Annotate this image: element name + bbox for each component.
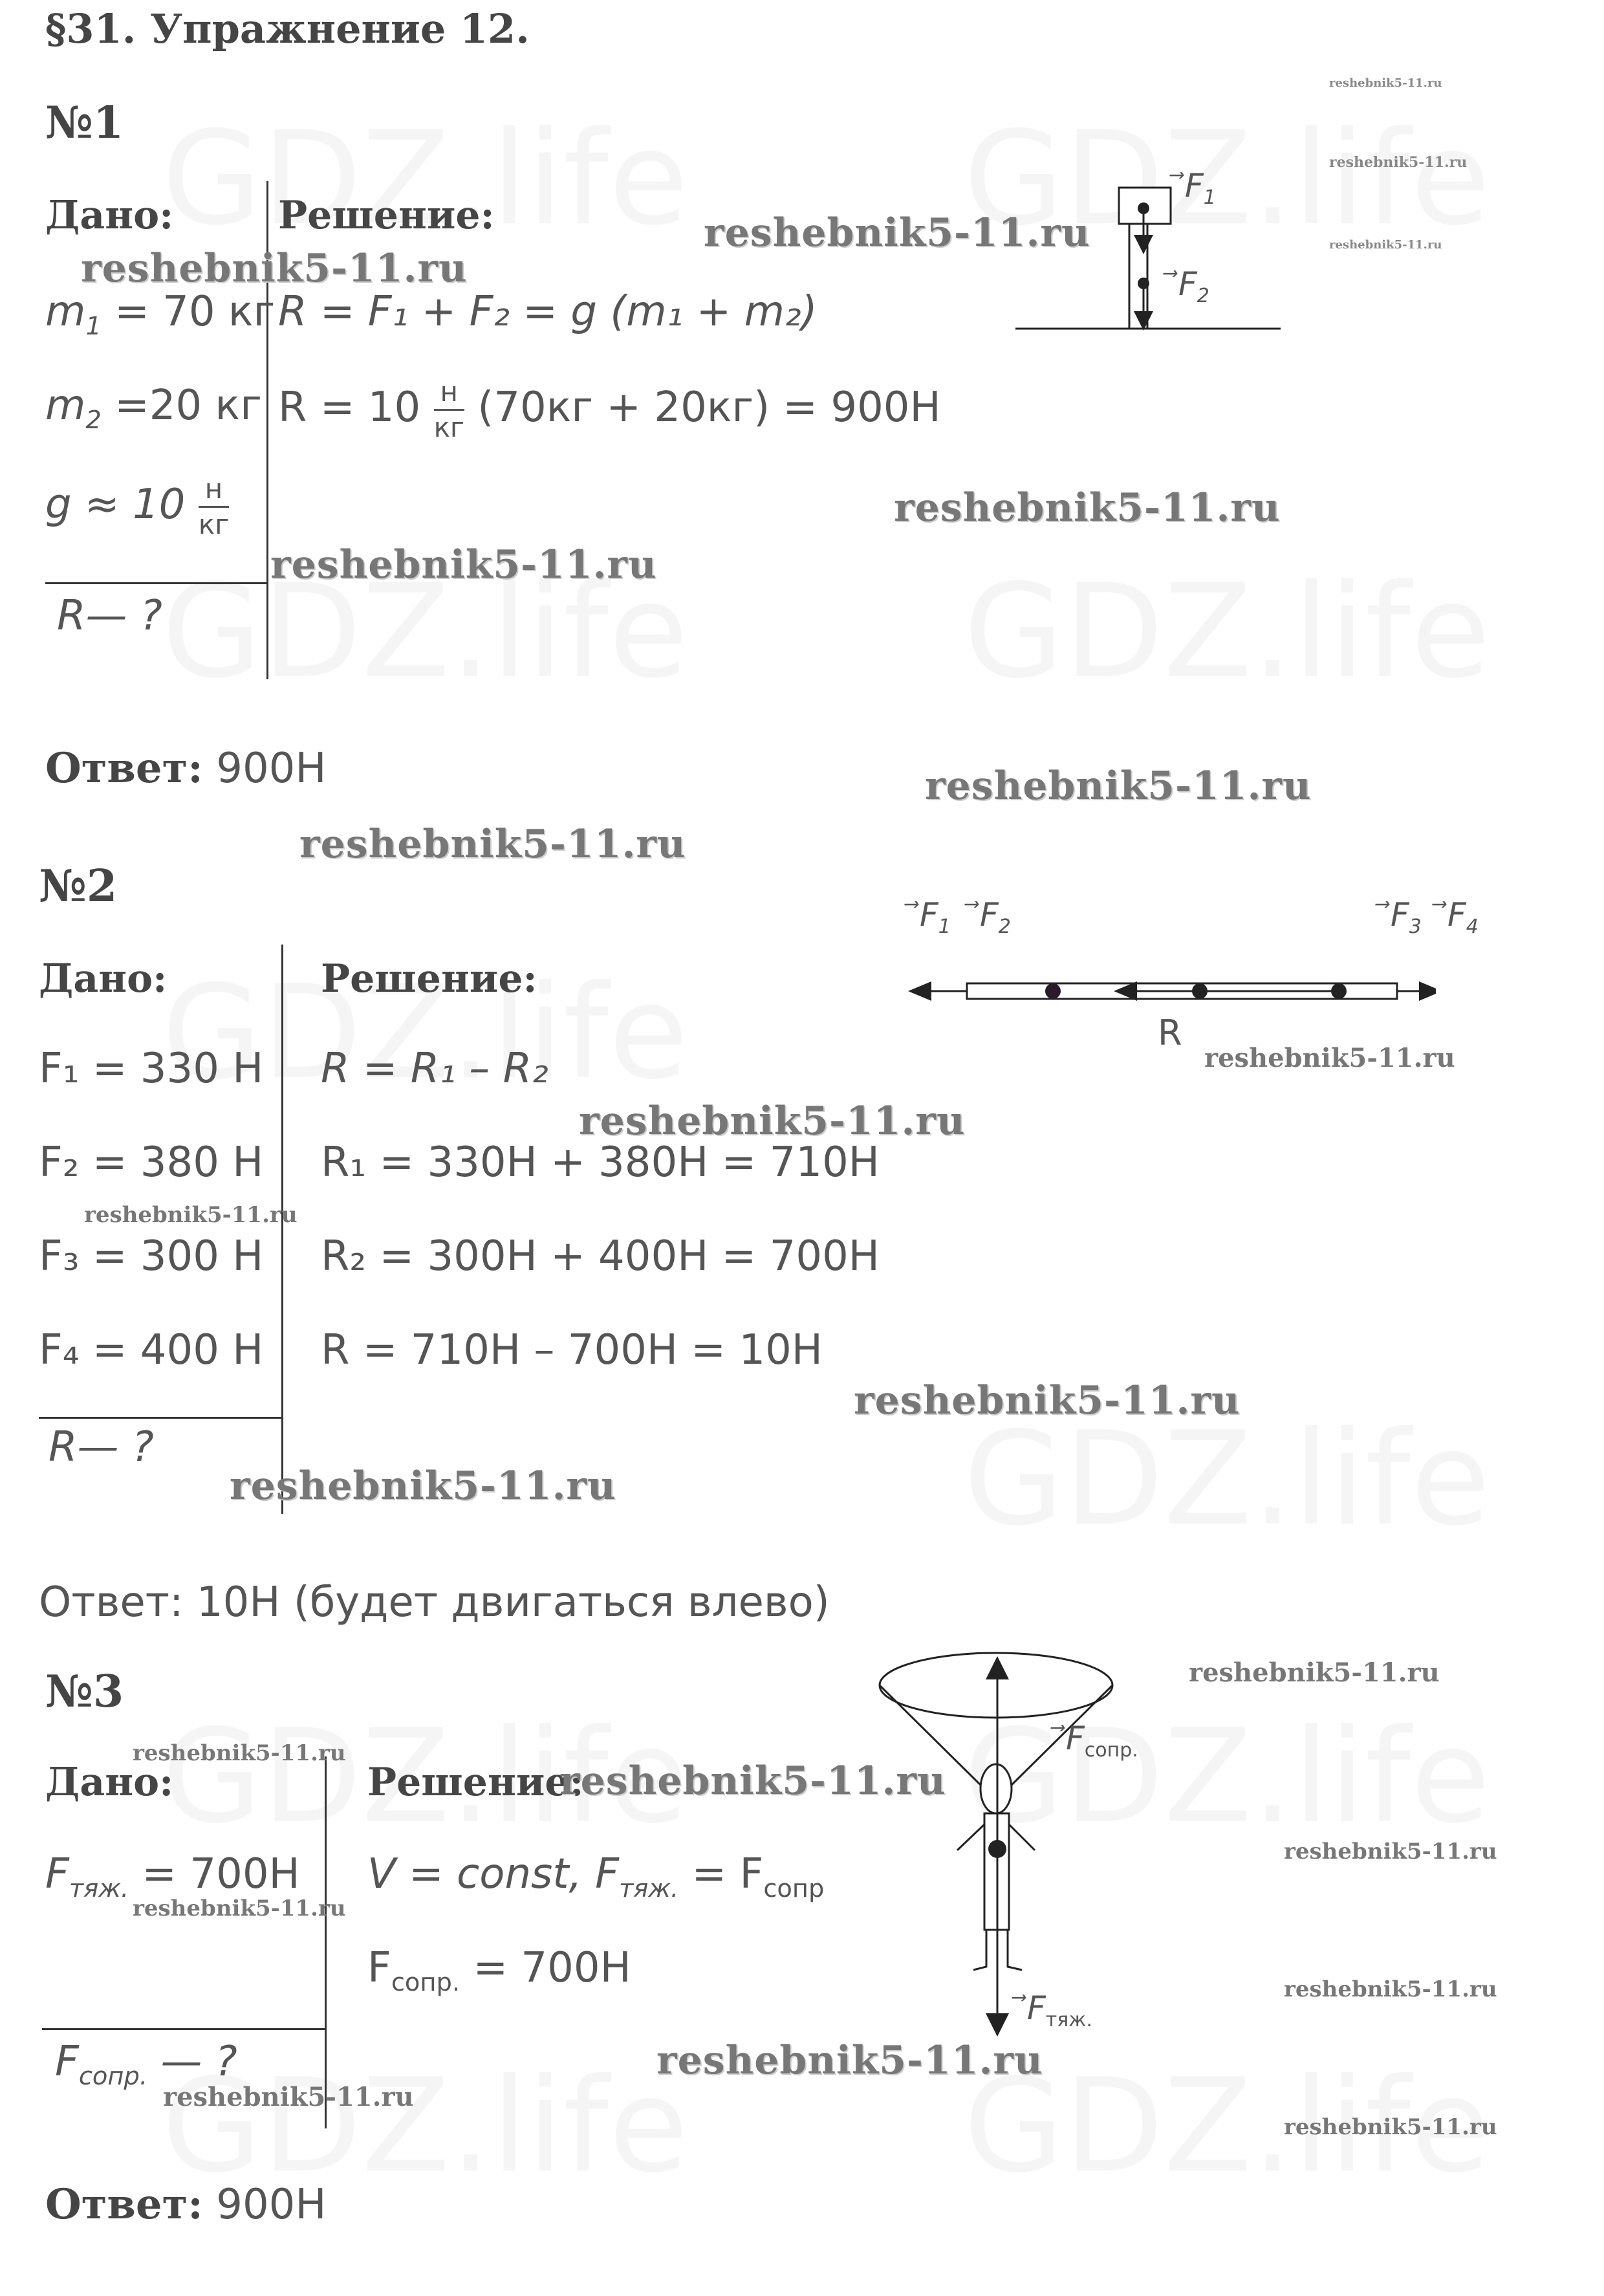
watermark: reshebnik5-11.ru: [133, 1740, 346, 1766]
task1-divider-horizontal: [45, 582, 268, 584]
parachutist-leg-left: [973, 1930, 986, 1970]
bg-watermark: [964, 556, 1490, 707]
bg-watermark: [964, 1404, 1490, 1555]
task3-eq1: V = const, $F_{тяж.} = F_{сопр}$: [367, 1850, 825, 1903]
task3-solution-label: Решение:: [367, 1760, 584, 1805]
task1-eq1: R = F₁ + F₂ = g (m₁ + m₂): [278, 288, 818, 336]
task2-label-f2: $F_2$: [980, 896, 1011, 938]
task1-solution-label: Решение:: [278, 193, 495, 238]
task3-label-fsopr: $F_{сопр.}$: [1066, 1720, 1138, 1762]
task2-point-3: [1331, 983, 1347, 999]
task2-find: R— ?: [49, 1423, 154, 1471]
task1-given-m1: $m_1 = 70$ кг: [45, 288, 276, 341]
task3-divider-horizontal: [42, 2028, 326, 2030]
task3-answer: Ответ: 900Н: [45, 2180, 327, 2229]
watermark: reshebnik5-11.ru: [1284, 1976, 1497, 2002]
task2-given-f2: F₂ = 380 Н: [39, 1139, 264, 1186]
task1-label-f2: $F_2$: [1178, 265, 1209, 307]
task1-answer: Ответ: 900Н: [45, 744, 327, 793]
watermark: reshebnik5-11.ru: [299, 822, 686, 867]
parachutist-head: [981, 1764, 1012, 1813]
task3-given-ftyazh: $F_{тяж.} = 700Н$: [45, 1850, 300, 1903]
task2-divider-vertical: [281, 945, 283, 1514]
task1-given-m2: $m_2 =20$ кг: [45, 382, 262, 435]
task3-eq2: $F_{сопр.} = 700Н$: [367, 1944, 631, 1997]
task2-solution-label: Решение:: [321, 956, 537, 1001]
bg-watermark: [162, 2051, 688, 2202]
watermark: reshebnik5-11.ru: [84, 1202, 298, 1228]
parachutist-leg-right: [1008, 1930, 1022, 1970]
task3-number: №3: [45, 1666, 124, 1718]
task2-number: №2: [39, 860, 118, 912]
parachute-canopy: [880, 1653, 1112, 1718]
task2-eq4: R = 710Н – 700Н = 10Н: [321, 1326, 823, 1374]
task2-label-f4: $F_4$: [1447, 896, 1479, 938]
task1-number: №1: [45, 97, 124, 149]
watermark: reshebnik5-11.ru: [656, 2038, 1043, 2083]
watermark: reshebnik5-11.ru: [1329, 238, 1442, 252]
task3-divider-vertical: [325, 1756, 327, 2128]
watermark: reshebnik5-11.ru: [133, 1896, 346, 1921]
task2-divider-horizontal: [39, 1417, 283, 1419]
task2-label-f3: $F_3$: [1391, 896, 1422, 938]
watermark: reshebnik5-11.ru: [1189, 1657, 1440, 1688]
task2-eq1: R = R₁ – R₂: [321, 1045, 548, 1093]
task3-label-ftyazh: $F_{тяж.}$: [1027, 1989, 1092, 2031]
task2-answer: Ответ: 10Н (будет двигаться влево): [39, 1579, 830, 1626]
task2-given-f4: F₄ = 400 Н: [39, 1326, 264, 1374]
watermark: reshebnik5-11.ru: [1329, 154, 1468, 171]
task2-given-f3: F₃ = 300 Н: [39, 1232, 264, 1280]
task1-find: R— ?: [57, 592, 162, 640]
watermark: reshebnik5-11.ru: [925, 763, 1312, 809]
task2-given-label: Дано:: [39, 956, 168, 1001]
task2-point-2: [1192, 983, 1208, 999]
watermark: reshebnik5-11.ru: [1329, 76, 1442, 90]
watermark: reshebnik5-11.ru: [559, 1758, 946, 1804]
task1-label-f1: $F_1$: [1185, 167, 1216, 209]
parachutist-arm-right: [1009, 1824, 1035, 1850]
watermark: reshebnik5-11.ru: [163, 2082, 414, 2112]
task2-eq2: R₁ = 330Н + 380Н = 710Н: [321, 1139, 880, 1186]
task2-label-f1: $F_1$: [920, 896, 951, 938]
task2-point-1: [1045, 983, 1061, 999]
task3-find: $F_{сопр.}$ — ?: [55, 2038, 237, 2091]
watermark: reshebnik5-11.ru: [1204, 1043, 1455, 1073]
watermark: reshebnik5-11.ru: [1284, 2114, 1497, 2140]
task3-given-label: Дано:: [45, 1760, 174, 1805]
watermark: reshebnik5-11.ru: [854, 1378, 1241, 1423]
watermark: reshebnik5-11.ru: [230, 1463, 616, 1509]
task2-label-r: R: [1158, 1012, 1182, 1053]
task1-eq2: R = 10 $\frac{н}{кг}$ (70кг + 20кг) = 900Н: [278, 376, 941, 443]
watermark: reshebnik5-11.ru: [81, 246, 468, 291]
parachutist-arm-left: [957, 1824, 984, 1850]
task1-given-label: Дано:: [45, 193, 174, 238]
watermark: reshebnik5-11.ru: [894, 485, 1281, 530]
page-title: §31. Упражнение 12.: [45, 5, 530, 52]
task2-eq3: R₂ = 300Н + 400Н = 700Н: [321, 1232, 880, 1280]
watermark: reshebnik5-11.ru: [270, 542, 657, 587]
watermark: reshebnik5-11.ru: [1284, 1839, 1497, 1864]
watermark: reshebnik5-11.ru: [704, 210, 1090, 256]
task1-given-g: g ≈ 10 $\frac{н}{кг}$: [45, 473, 230, 540]
task2-given-f1: F₁ = 330 Н: [39, 1045, 264, 1093]
watermark: reshebnik5-11.ru: [579, 1099, 966, 1144]
